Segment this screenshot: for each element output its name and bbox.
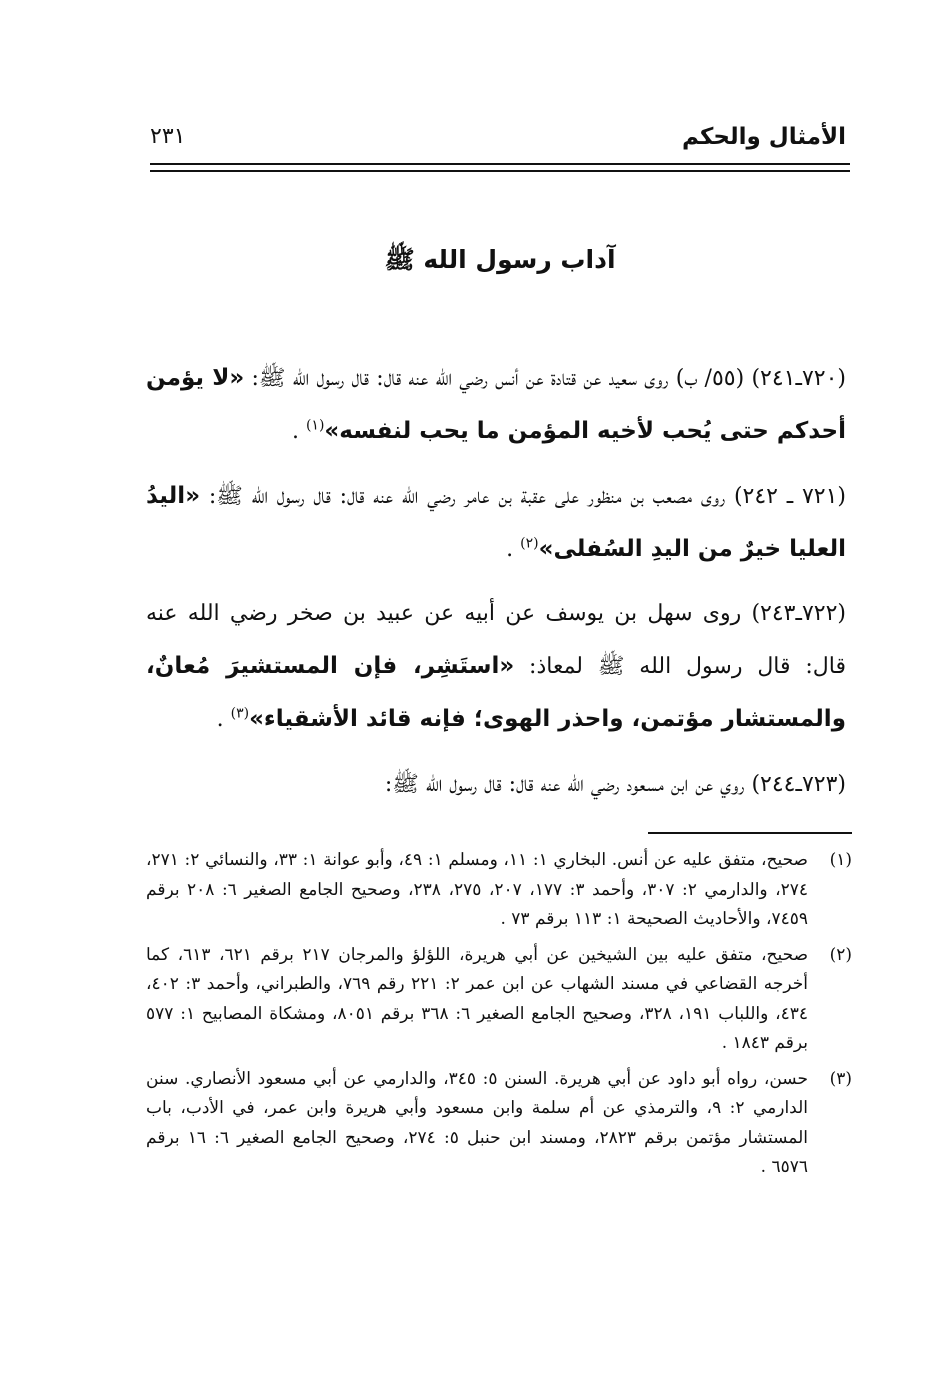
footnote-text: صحيح، متفق عليه عن أنس. البخاري ١: ١١، ومسلم ١: ٤٩، وأبو عوانة ١: ٣٣، والنسائي ٢: ٢٧١، ٢٧٤، والدارمي ٢: ٣٠٧، وأحمد ٣: ١٧٧، ٢٠٧، ٢٧٥، ٢٣٨، وصحيح الجامع الصغير ٦: ٢٠٨ برقم ٧٤٥٩، والأحاديث الصحيحة ١: ١١٣ برقم ٧٣ .	[146, 850, 809, 929]
footnote-ref-1[interactable]: (١)	[305, 417, 325, 434]
paragraph-end: .	[291, 419, 306, 444]
footnote-ref-3[interactable]: (٣)	[230, 705, 250, 722]
header-rule-bottom	[150, 170, 850, 172]
footnotes	[146, 846, 852, 1189]
hadith-paragraph-721	[146, 470, 846, 576]
hadith-paragraph-723	[146, 758, 846, 811]
footnote-text: حسن، رواه أبو داود عن أبي هريرة. السنن ٥: ٣٤٥، والدارمي عن أبي مسعود الأنصاري. سنن الدارمي ٢: ٩، والترمذي عن أم سلمة وابن مسعود وأبي هريرة وابن عمر، في الأدب، باب المستشار مؤتمن برقم ٢٨٢٣، ومسند ابن حنبل ٥: ٢٧٤، وصحيح الجامع الصغير ٦: ١٦ برقم ٦٥٧٦ .	[146, 1068, 809, 1177]
paragraph-end: .	[506, 537, 521, 562]
hadith-paragraph-720	[146, 352, 846, 458]
paragraph-intro: (٧٢٣ـ٢٤٤) روي عن ابن مسعود رضي الله عنه قال: قال رسول الله ﷺ:	[384, 772, 846, 797]
paragraph-intro: (٧٢١ ـ ٢٤٢) روى مصعب بن منظور على عقبة بن عامر رضي الله عنه قال: قال رسول الله ﷺ:	[200, 484, 846, 509]
footnote-number: (١)	[829, 850, 852, 870]
footnote-separator	[648, 832, 852, 834]
footnote-number: (٣)	[829, 1068, 852, 1089]
footnote-2	[146, 941, 852, 1059]
footnote-3	[146, 1065, 852, 1183]
footnote-text: صحيح، متفق عليه بين الشيخين عن أبي هريرة، اللؤلؤ والمرجان ٢١٧ برقم ٦٢١، ٦١٣، كما أخرجه القضاعي في مسند الشهاب عن ابن عمر ٢: ٢٢١ رقم ٧٦٩، والطبراني، وأحمد ٣: ٤٠٢، ٤٣٤، واللباب ١٩١، ٣٢٨، وصحيح الجامع الصغير ٦: ٣٦٨ برقم ٨٠٥١، ومشكاة المصابيح ١: ٥٧٧ برقم ١٨٤٣ .	[146, 944, 809, 1053]
footnote-ref-2[interactable]: (٢)	[520, 535, 539, 552]
hadith-quote: «استَشِر، فإن المستشيرَ مُعانٌ، والمستشار مؤتمن، واحذر الهوى؛ فإنه قائد الأشقياء»	[146, 653, 846, 732]
header-rule-top	[150, 163, 850, 165]
page-number: ٢٣١	[150, 124, 186, 149]
hadith-quote: «لا يؤمن أحدكم حتى يُحب لأخيه المؤمن ما يحب لنفسه»	[146, 365, 846, 444]
paragraph-intro: (٧٢٢ـ٢٤٣) روى سهل بن يوسف عن أبيه عن عبيد بن صخر رضي الله عنه قال: قال رسول الله ﷺ لمعاذ:	[146, 601, 846, 679]
hadith-quote: «اليدُ العليا خيرٌ من اليدِ السُفلى»	[146, 483, 846, 562]
paragraph-end: .	[216, 707, 231, 732]
running-header-title: الأمثال والحكم	[681, 124, 846, 150]
footnote-1	[146, 846, 852, 935]
hadith-paragraph-722	[146, 588, 846, 746]
section-heading: آداب رسول الله ﷺ	[384, 245, 616, 274]
paragraph-intro: (٧٢٠ـ٢٤١) (٥٥/ ب) روى سعيد عن قتادة عن أنس رضي الله عنه قال: قال رسول الله ﷺ:	[244, 366, 846, 391]
main-text	[146, 352, 846, 823]
footnote-number: (٢)	[829, 944, 852, 965]
